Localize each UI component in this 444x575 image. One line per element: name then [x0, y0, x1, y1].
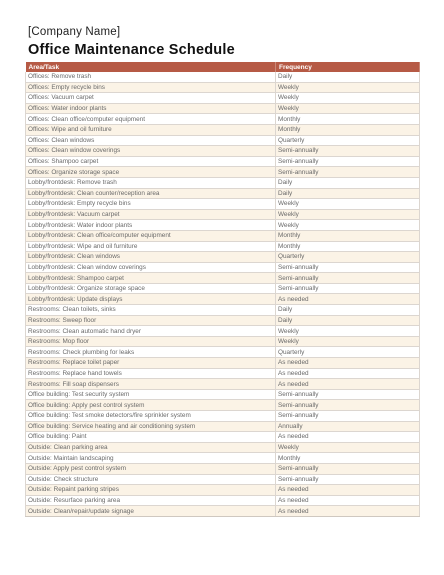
- table-row: [26, 336, 420, 347]
- table-row: [26, 241, 420, 252]
- schedule-rows: [26, 72, 420, 516]
- frequency-cell: Weekly: [276, 442, 420, 453]
- table-row: [26, 453, 420, 464]
- page-title: Office Maintenance Schedule: [28, 42, 235, 58]
- task-cell: Lobby/frontdesk: Wipe and oil furniture: [26, 241, 276, 252]
- table-row: [26, 124, 420, 135]
- frequency-cell: Daily: [276, 72, 420, 82]
- table-row: [26, 114, 420, 125]
- task-cell: Lobby/frontdesk: Clean windows: [26, 252, 276, 263]
- task-cell: Outside: Maintain landscaping: [26, 453, 276, 464]
- task-cell: Outside: Clean parking area: [26, 442, 276, 453]
- table-row: [26, 167, 420, 178]
- task-cell: Offices: Clean windows: [26, 135, 276, 146]
- frequency-cell: Semi-annually: [276, 463, 420, 474]
- frequency-cell: Semi-annually: [276, 156, 420, 167]
- frequency-cell: Weekly: [276, 199, 420, 210]
- task-cell: Offices: Water indoor plants: [26, 103, 276, 114]
- task-cell: Restrooms: Mop floor: [26, 336, 276, 347]
- frequency-cell: Quarterly: [276, 252, 420, 263]
- task-cell: Outside: Clean/repair/update signage: [26, 506, 276, 517]
- task-cell: Lobby/frontdesk: Vacuum carpet: [26, 209, 276, 220]
- task-cell: Lobby/frontdesk: Clean window coverings: [26, 262, 276, 273]
- frequency-cell: As needed: [276, 432, 420, 443]
- task-cell: Offices: Shampoo carpet: [26, 156, 276, 167]
- column-header-area-task: Area/Task: [26, 62, 276, 72]
- task-cell: Restrooms: Replace hand towels: [26, 368, 276, 379]
- task-cell: Office building: Service heating and air conditioning system: [26, 421, 276, 432]
- frequency-cell: As needed: [276, 368, 420, 379]
- frequency-cell: Monthly: [276, 453, 420, 464]
- task-cell: Lobby/frontdesk: Shampoo carpet: [26, 273, 276, 284]
- frequency-cell: Daily: [276, 305, 420, 316]
- table-row: [26, 305, 420, 316]
- task-cell: Outside: Repaint parking stripes: [26, 485, 276, 496]
- task-cell: Outside: Resurface parking area: [26, 495, 276, 506]
- schedule-table: [25, 62, 420, 517]
- task-cell: Restrooms: Check plumbing for leaks: [26, 347, 276, 358]
- task-cell: Office building: Apply pest control system: [26, 400, 276, 411]
- task-cell: Offices: Remove trash: [26, 72, 276, 82]
- task-cell: Offices: Vacuum carpet: [26, 93, 276, 104]
- task-cell: Offices: Empty recycle bins: [26, 82, 276, 93]
- frequency-cell: Semi-annually: [276, 167, 420, 178]
- frequency-cell: Monthly: [276, 241, 420, 252]
- task-cell: Restrooms: Clean toilets, sinks: [26, 305, 276, 316]
- frequency-cell: Weekly: [276, 209, 420, 220]
- table-row: [26, 93, 420, 104]
- frequency-cell: Daily: [276, 188, 420, 199]
- table-row: [26, 252, 420, 263]
- task-cell: Offices: Clean office/computer equipment: [26, 114, 276, 125]
- table-row: [26, 177, 420, 188]
- table-row: [26, 432, 420, 443]
- table-row: [26, 400, 420, 411]
- task-cell: Office building: Test security system: [26, 389, 276, 400]
- frequency-cell: Annually: [276, 421, 420, 432]
- task-cell: Lobby/frontdesk: Organize storage space: [26, 283, 276, 294]
- frequency-cell: Semi-annually: [276, 146, 420, 157]
- frequency-cell: Weekly: [276, 93, 420, 104]
- table-row: [26, 389, 420, 400]
- table-row: [26, 474, 420, 485]
- column-header-frequency: Frequency: [276, 62, 420, 72]
- frequency-cell: Weekly: [276, 82, 420, 93]
- table-row: [26, 421, 420, 432]
- table-row: [26, 379, 420, 390]
- task-cell: Lobby/frontdesk: Empty recycle bins: [26, 199, 276, 210]
- table-row: [26, 485, 420, 496]
- table-row: [26, 262, 420, 273]
- frequency-cell: Semi-annually: [276, 411, 420, 422]
- task-cell: Offices: Clean window coverings: [26, 146, 276, 157]
- table-row: [26, 135, 420, 146]
- table-row: [26, 326, 420, 337]
- task-cell: Restrooms: Replace toilet paper: [26, 358, 276, 369]
- task-cell: Lobby/frontdesk: Update displays: [26, 294, 276, 305]
- frequency-cell: Daily: [276, 315, 420, 326]
- table-row: [26, 230, 420, 241]
- table-row: [26, 209, 420, 220]
- frequency-cell: As needed: [276, 495, 420, 506]
- frequency-cell: As needed: [276, 294, 420, 305]
- frequency-cell: As needed: [276, 358, 420, 369]
- task-cell: Office building: Paint: [26, 432, 276, 443]
- company-name: [Company Name]: [28, 26, 121, 38]
- task-cell: Outside: Check structure: [26, 474, 276, 485]
- table-row: [26, 442, 420, 453]
- table-row: [26, 495, 420, 506]
- table-row: [26, 506, 420, 517]
- task-cell: Outside: Apply pest control system: [26, 463, 276, 474]
- table-row: [26, 220, 420, 231]
- task-cell: Offices: Organize storage space: [26, 167, 276, 178]
- table-row: [26, 358, 420, 369]
- table-row: [26, 188, 420, 199]
- frequency-cell: Daily: [276, 177, 420, 188]
- table-row: [26, 411, 420, 422]
- frequency-cell: Semi-annually: [276, 400, 420, 411]
- table-row: [26, 463, 420, 474]
- frequency-cell: Semi-annually: [276, 389, 420, 400]
- frequency-cell: Semi-annually: [276, 273, 420, 284]
- table-row: [26, 368, 420, 379]
- table-row: [26, 82, 420, 93]
- table-row: [26, 273, 420, 284]
- task-cell: Lobby/frontdesk: Clean office/computer equipment: [26, 230, 276, 241]
- frequency-cell: Monthly: [276, 230, 420, 241]
- table-row: [26, 294, 420, 305]
- frequency-cell: Monthly: [276, 124, 420, 135]
- task-cell: Restrooms: Sweep floor: [26, 315, 276, 326]
- table-row: [26, 146, 420, 157]
- frequency-cell: Monthly: [276, 114, 420, 125]
- task-cell: Restrooms: Clean automatic hand dryer: [26, 326, 276, 337]
- frequency-cell: Semi-annually: [276, 262, 420, 273]
- table-row: [26, 283, 420, 294]
- frequency-cell: Semi-annually: [276, 474, 420, 485]
- frequency-cell: As needed: [276, 506, 420, 517]
- table-row: [26, 103, 420, 114]
- header-row: [26, 62, 420, 72]
- frequency-cell: As needed: [276, 485, 420, 496]
- frequency-cell: As needed: [276, 379, 420, 390]
- task-cell: Lobby/frontdesk: Remove trash: [26, 177, 276, 188]
- frequency-cell: Weekly: [276, 336, 420, 347]
- frequency-cell: Quarterly: [276, 347, 420, 358]
- frequency-cell: Weekly: [276, 326, 420, 337]
- table-row: [26, 156, 420, 167]
- frequency-cell: Semi-annually: [276, 283, 420, 294]
- task-cell: Lobby/frontdesk: Clean counter/reception area: [26, 188, 276, 199]
- task-cell: Lobby/frontdesk: Water indoor plants: [26, 220, 276, 231]
- task-cell: Offices: Wipe and oil furniture: [26, 124, 276, 135]
- table-row: [26, 72, 420, 82]
- frequency-cell: Weekly: [276, 220, 420, 231]
- frequency-cell: Quarterly: [276, 135, 420, 146]
- table-row: [26, 347, 420, 358]
- table-row: [26, 315, 420, 326]
- table-row: [26, 199, 420, 210]
- task-cell: Office building: Test smoke detectors/fire sprinkler system: [26, 411, 276, 422]
- frequency-cell: Weekly: [276, 103, 420, 114]
- task-cell: Restrooms: Fill soap dispensers: [26, 379, 276, 390]
